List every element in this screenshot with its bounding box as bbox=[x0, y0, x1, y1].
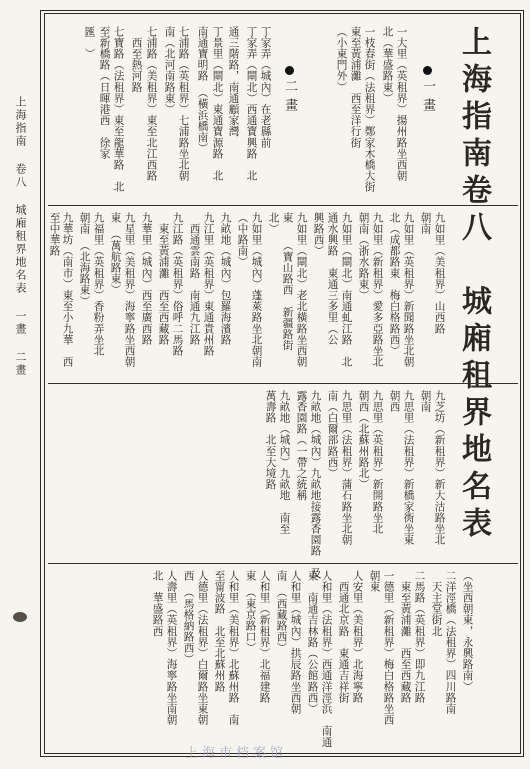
entry-line: 北（成都路東 梅白格路西） bbox=[388, 212, 401, 357]
entry-line: 九江路（英租界）俗呼二馬路 bbox=[171, 212, 184, 357]
entry-line: 一枝春街（法租界）鄭家木橋大街 bbox=[363, 26, 376, 193]
entry-line: 一大里（英租界）揚州路坐西朝 bbox=[395, 26, 408, 182]
entry-line: 朝南（浙水路東） bbox=[357, 212, 370, 301]
entry-line: 九福里（英租界）香粉弄坐北 bbox=[92, 212, 105, 357]
bullet-icon bbox=[423, 66, 432, 75]
entry-line: 九思里（法租界）蒲石路坐北朝 bbox=[340, 390, 353, 546]
band-divider bbox=[48, 563, 518, 564]
entry-line: 九思里（英租界）新開路坐北 bbox=[371, 390, 384, 535]
entry-line: 人壽里（英租界）海寧路坐南朝 bbox=[165, 570, 178, 726]
entry-line: 東 （寶山路西 新疆路街 bbox=[281, 212, 294, 351]
entry-line: 東至黃浦灘 西至洋行街 bbox=[349, 26, 362, 149]
entry-line: 東 南通吉林路（公館路西） bbox=[306, 570, 319, 715]
entry-line: 丁家弄（城內）在老縣前 bbox=[259, 26, 272, 149]
entry-line: 九如里（城內）蓬萊路坐北朝南 bbox=[250, 212, 263, 368]
entry-line: （小東門外） bbox=[335, 26, 348, 93]
entry-line: 九星里（美租界）海寧路坐西朝 bbox=[123, 212, 136, 368]
section-two-stroke: 二畫 bbox=[276, 66, 296, 226]
library-watermark: 上海市档案馆 bbox=[185, 746, 288, 761]
entry-line: 丁家弄（閘北）西通寶興路 北 bbox=[245, 26, 258, 182]
bullet-icon bbox=[285, 66, 294, 75]
entry-line: 二馬路（英租界）即九江路 bbox=[413, 570, 426, 704]
entry-line: 九華里（城內）西至廣西路 bbox=[140, 212, 153, 346]
entry-line: 至甯波路 北至北蘇州路 bbox=[213, 570, 226, 693]
entry-line: 東 （東京路口） bbox=[244, 570, 257, 654]
entry-line: 人和里（城內）拱辰路坐西朝 bbox=[289, 570, 302, 715]
entry-line: 至中華路 bbox=[48, 212, 61, 257]
entry-line: 西通雲南路 南通九江路 bbox=[188, 212, 201, 346]
entry-line: 朝東 bbox=[368, 570, 381, 593]
entry-line: 西通北京路 東通吉祥街 bbox=[337, 570, 350, 704]
entry-line: 九畝地（城內）九畝地 南至 bbox=[278, 390, 291, 535]
entry-line: 南（白爾部路西） bbox=[326, 390, 339, 479]
entry-line: （中路南） bbox=[236, 212, 249, 268]
entry-line: 通三階路，南通顧家灣 bbox=[227, 26, 240, 137]
entry-line: 九如里（閘北）南通虬江路 北 bbox=[340, 212, 353, 368]
entry-line: 九畝地（城內）九畝地接露香園路 及 bbox=[309, 390, 322, 579]
entry-line: 九芝坊（新租界）新大沽路坐北 bbox=[433, 390, 446, 546]
entry-line: 西至熱河路 bbox=[130, 26, 143, 93]
entry-line: 九思里（法租界）新橋家衖坐東 bbox=[402, 390, 415, 546]
entry-line: 至新橋路（日暉港西 徐家 bbox=[98, 26, 111, 160]
entry-line: 朝西 bbox=[388, 390, 401, 413]
ink-spot-icon bbox=[13, 612, 27, 622]
entry-line: 人和里（新租界）北福建路 bbox=[258, 570, 271, 704]
entry-line: 七浦路（美租界）東至北江西路 bbox=[145, 26, 158, 182]
entry-line: 人和里（法租界）西通洋涇浜 南通 bbox=[320, 570, 333, 748]
page-title: 上海指南卷八 城廂租界地名表 bbox=[456, 26, 491, 544]
entry-line: 朝南 bbox=[419, 390, 432, 413]
entry-line: 七浦路（英租界）七浦路坐北朝 bbox=[177, 26, 190, 182]
entry-line: 九如里（閘北）老北橫路坐西朝 bbox=[295, 212, 308, 368]
entry-line: 北 華盛路西 bbox=[151, 570, 164, 637]
entry-line: 東至黃浦灘 西至西藏路 bbox=[399, 570, 412, 704]
entry-line: 九畝地（城內）包羅海濱路 bbox=[219, 212, 232, 346]
entry-line: 朝南 （北海路東） bbox=[78, 212, 91, 307]
entry-line: 人安里（美租界）北海寧路 bbox=[351, 570, 364, 704]
entry-line: 露香園路（一帶之統稱 bbox=[295, 390, 308, 501]
entry-line: 東 （萬航路東） bbox=[109, 212, 122, 296]
running-header: 上海指南 卷八 城廂租界地名表 一畫 二畫 bbox=[14, 96, 27, 377]
entry-line: 七寶路（法租界）東至龍華路 北 bbox=[112, 26, 125, 193]
entry-line: 匯 ） bbox=[83, 26, 96, 60]
entry-line: 朝南 bbox=[419, 212, 432, 235]
entry-line: 萬壽路 北至大境路 bbox=[264, 390, 277, 490]
entry-line: 東至黃浦灘 西至西藏路 bbox=[157, 212, 170, 346]
entry-line: 人和里（美租界）北蘇州路 南 bbox=[227, 570, 240, 726]
entry-line: 九如里（新租界）愛多亞路坐北 bbox=[371, 212, 384, 368]
entry-line: 丁景里（閘北）東通寶源路 北 bbox=[211, 26, 224, 182]
entry-line: 北） bbox=[267, 212, 280, 235]
band-divider bbox=[48, 383, 518, 384]
entry-line: 南 （西藏路西） bbox=[275, 570, 288, 654]
entry-line: 南（北河南路東） bbox=[163, 26, 176, 115]
entry-line: 九如里（美租界）山西路 bbox=[433, 212, 446, 335]
entry-line: 一德里（新租界）梅白格路坐西 bbox=[382, 570, 395, 726]
entry-line: 北（華盛路東） bbox=[381, 26, 394, 104]
section-one-stroke: 一畫 bbox=[414, 66, 434, 226]
band-divider bbox=[48, 205, 518, 206]
entry-line: 西 （馬格納路西） bbox=[182, 570, 195, 665]
entry-line: 九如里（英租界）新聞路坐北朝 bbox=[402, 212, 415, 368]
entry-line: 通水興路 東通三多里（公 bbox=[326, 212, 339, 346]
entry-line: 南通寶明路 （橫浜橋南） bbox=[196, 26, 209, 154]
entry-line: （坐西朝東，永興路南） bbox=[461, 570, 474, 693]
entry-line: 興路西） bbox=[312, 212, 325, 257]
entry-line: 人德里（法租界）白爾路坐東朝 bbox=[196, 570, 209, 726]
entry-line: 九華坊（南市）東至小九華 西 bbox=[61, 212, 74, 368]
entry-line: 朝西（北蘇州路北） bbox=[357, 390, 370, 490]
entry-line: 天主堂街北 bbox=[430, 570, 443, 637]
entry-line: 九江里（英租界）東通貴州路 bbox=[202, 212, 215, 357]
entry-line: 二洋涇橋（法租界）四川路南 bbox=[444, 570, 457, 715]
